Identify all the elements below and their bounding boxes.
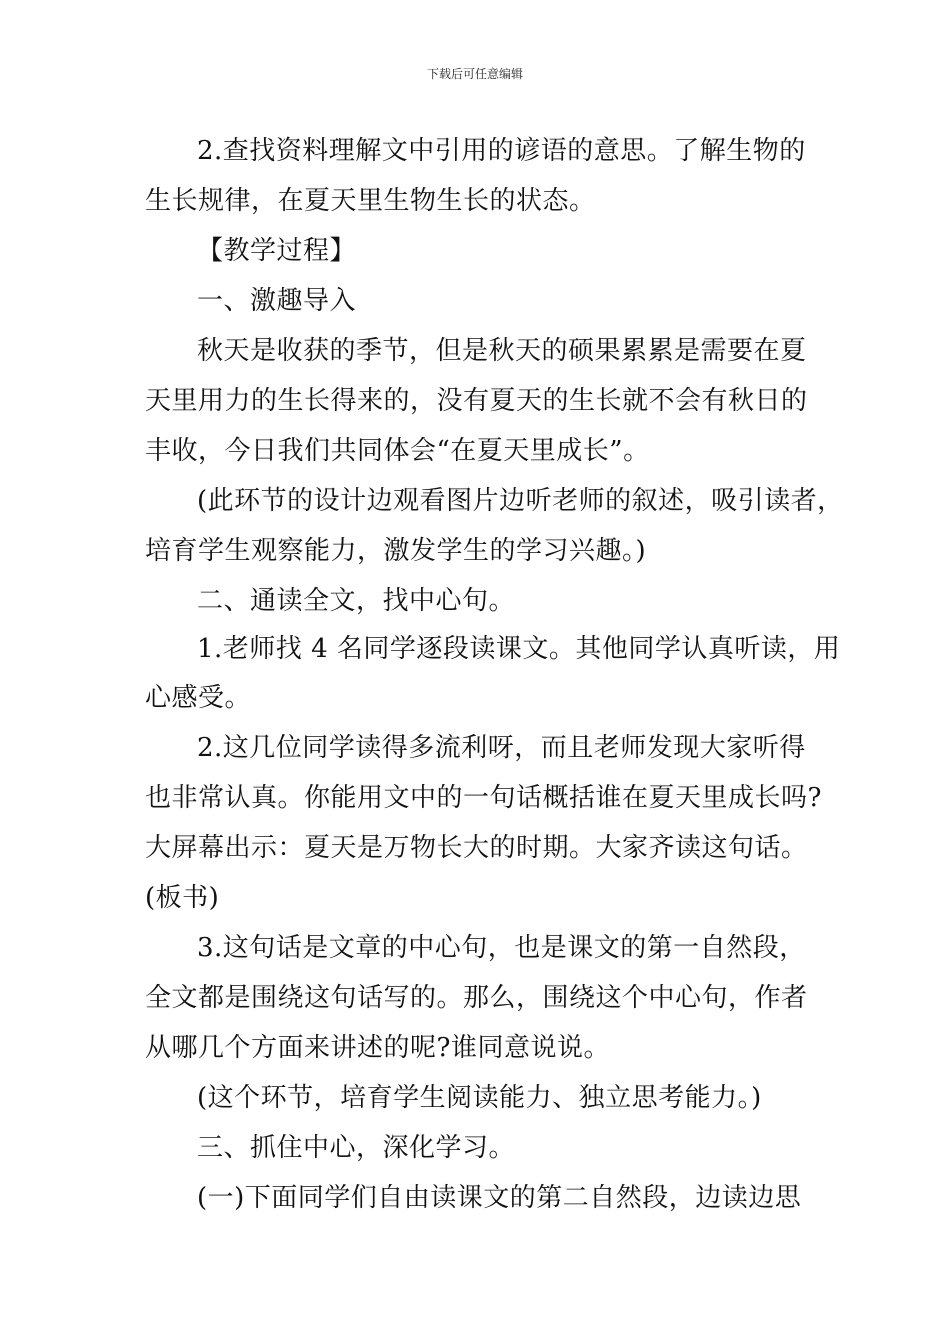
paragraph-line: 心感受。 <box>145 683 252 713</box>
paragraph-line: 2.这几位同学读得多流利呀，而且老师发现大家听得 <box>197 733 806 763</box>
paragraph-line: 丰收，今日我们共同体会“在夏天里成长”。 <box>145 436 650 466</box>
paragraph-line: 全文都是围绕这句话写的。那么，围绕这个中心句，作者 <box>145 983 808 1013</box>
paragraph-line: (这个环节，培育学生阅读能力、独立思考能力。) <box>197 1083 762 1113</box>
section-heading: 一、激趣导入 <box>197 286 357 316</box>
section-heading: 二、通读全文，找中心句。 <box>197 586 516 616</box>
paragraph-line: (一)下面同学们自由读课文的第二自然段，边读边思 <box>197 1183 802 1213</box>
page-header: 下载后可任意编辑 <box>426 67 523 81</box>
paragraph-line: (此环节的设计边观看图片边听老师的叙述，吸引读者， <box>197 486 844 516</box>
paragraph-line: 秋天是收获的季节，但是秋天的硕果累累是需要在夏 <box>197 336 807 366</box>
paragraph-line: 天里用力的生长得来的，没有夏天的生长就不会有秋日的 <box>145 386 808 416</box>
paragraph-line: 生长规律，在夏天里生物生长的状态。 <box>145 186 596 216</box>
section-heading: 【教学过程】 <box>197 236 357 266</box>
paragraph-line: 大屏幕出示：夏天是万物长大的时期。大家齐读这句话。 <box>145 833 808 863</box>
paragraph-line: 1.老师找 4 名同学逐段读课文。其他同学认真听读，用 <box>197 634 841 664</box>
paragraph-line: 2.查找资料理解文中引用的谚语的意思。了解生物的 <box>197 136 806 166</box>
section-heading: 三、抓住中心，深化学习。 <box>197 1133 516 1163</box>
paragraph-line: (板书) <box>145 883 220 913</box>
paragraph-line: 培育学生观察能力，激发学生的学习兴趣。) <box>145 536 647 566</box>
paragraph-line: 从哪几个方面来讲述的呢?谁同意说说。 <box>145 1033 610 1063</box>
paragraph-line: 3.这句话是文章的中心句，也是课文的第一自然段， <box>197 933 806 963</box>
paragraph-line: 也非常认真。你能用文中的一句话概括谁在夏天里成长吗? <box>145 783 822 813</box>
